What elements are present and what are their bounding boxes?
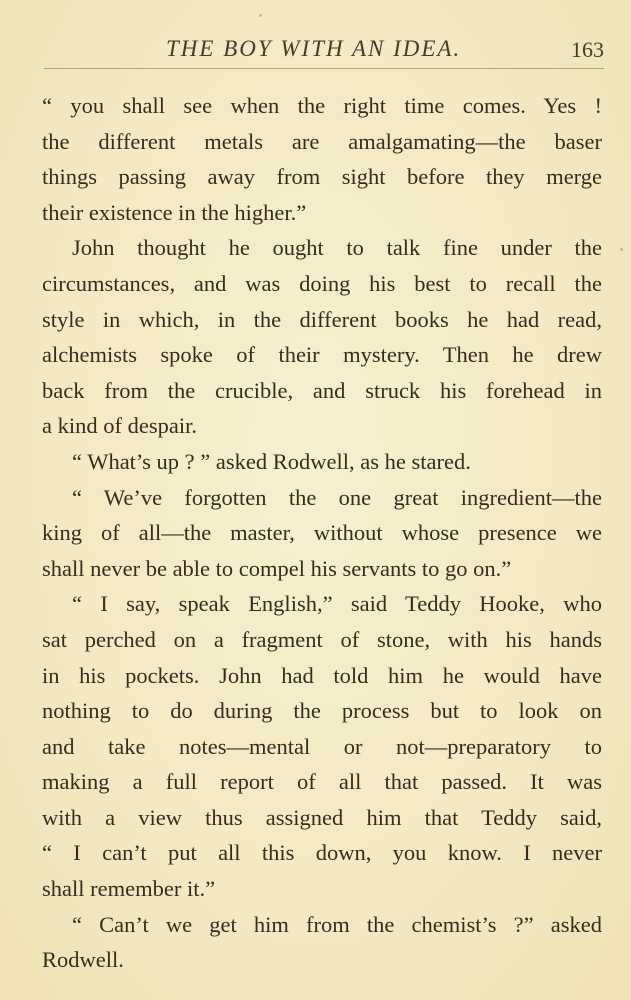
text-line: things passing away from sight before they merge (42, 164, 602, 190)
text-line: nothing to do during the process but to look on (42, 698, 602, 724)
text-line: “ you shall see when the right time comes. Yes ! (42, 93, 602, 118)
text-line: the different metals are amalgamating—the baser (42, 128, 602, 154)
text-line: “ What’s up ? ” asked Rodwell, as he stared. (72, 448, 471, 474)
text-line: style in which, in the different books he had read, (42, 306, 602, 332)
text-line: “ I say, speak English,” said Teddy Hooke, who (72, 591, 602, 617)
text-line: a kind of despair. (42, 413, 197, 439)
text-line: alchemists spoke of their mystery. Then he drew (42, 342, 602, 368)
text-line: and take notes—mental or not—preparatory to (42, 733, 602, 759)
text-line: sat perched on a fragment of stone, with his hands (42, 626, 602, 652)
text-line: circumstances, and was doing his best to recall the (42, 270, 602, 296)
text-line: Rodwell. (42, 947, 124, 973)
text-line: king of all—the master, without whose presence we (42, 520, 602, 546)
text-line: “ Can’t we get him from the chemist’s ?” asked (72, 911, 602, 937)
page-number: 163 (571, 37, 604, 62)
running-head: THE BOY WITH AN IDEA. (166, 36, 462, 61)
text-line: John thought he ought to talk fine under the (72, 235, 602, 261)
text-line: shall never be able to compel his servants to go on.” (42, 555, 512, 581)
text-line: back from the crucible, and struck his forehead in (42, 377, 602, 403)
text-line: making a full report of all that passed. It was (42, 769, 602, 795)
text-line: “ I can’t put all this down, you know. I never (42, 840, 602, 866)
page-header (44, 36, 604, 68)
text-line: shall remember it.” (42, 876, 216, 902)
text-line: their existence in the higher.” (42, 199, 307, 225)
text-line: with a view thus assigned him that Teddy said, (42, 804, 602, 830)
body-text (42, 88, 602, 978)
header-rule (44, 68, 604, 69)
page-speck (620, 248, 623, 251)
text-line: “ We’ve forgotten the one great ingredient—the (72, 484, 602, 510)
text-line: in his pockets. John had told him he would have (42, 662, 602, 688)
page-speck (259, 14, 262, 17)
